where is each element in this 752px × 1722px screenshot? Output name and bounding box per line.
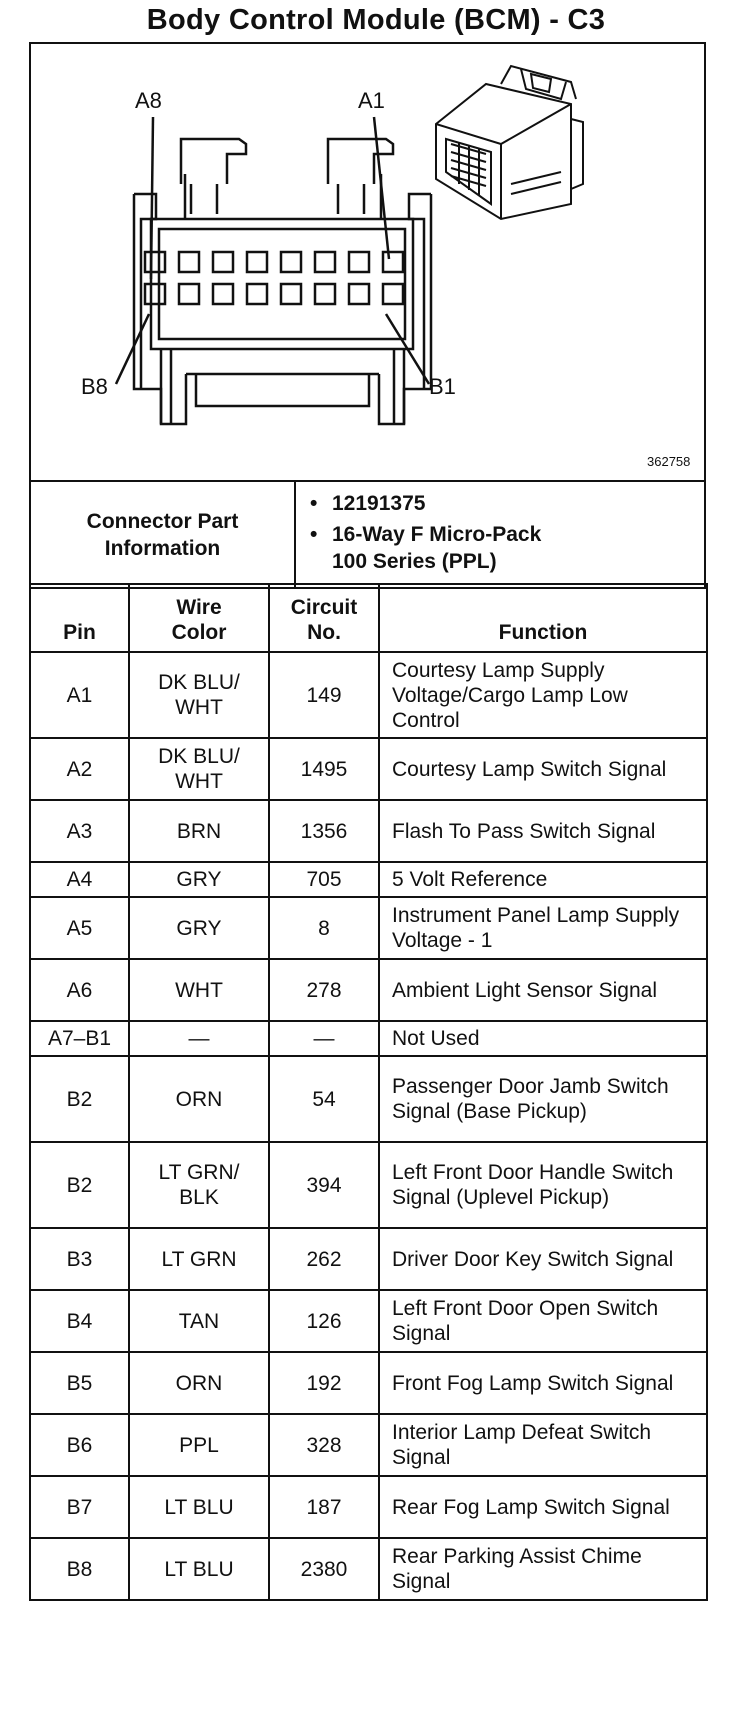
table-row [30, 897, 707, 959]
table-row [30, 738, 707, 800]
circuit-cell: 705 [269, 862, 379, 897]
function-cell: Instrument Panel Lamp Supply Voltage - 1 [379, 897, 707, 959]
circuit-cell: — [269, 1021, 379, 1056]
circuit-cell: 149 [269, 652, 379, 738]
table-row [30, 862, 707, 897]
table-row [30, 652, 707, 738]
wire-color-cell: ORN [129, 1352, 269, 1414]
pin-cavities [145, 252, 403, 304]
right-latch [328, 139, 393, 184]
pin-cell: B8 [30, 1538, 129, 1600]
function-cell: Left Front Door Open Switch Signal [379, 1290, 707, 1352]
page-title: Body Control Module (BCM) - C3 [146, 4, 606, 36]
wire-color-cell: GRY [129, 897, 269, 959]
pin-cell: A2 [30, 738, 129, 800]
bottom-skirt [161, 349, 404, 424]
circuit-cell: 1356 [269, 800, 379, 862]
right-flange [404, 194, 431, 424]
pin-cell: A4 [30, 862, 129, 897]
function-cell: Passenger Door Jamb Switch Signal (Base Pickup) [379, 1056, 707, 1142]
wire-color-cell: GRY [129, 862, 269, 897]
function-cell: Courtesy Lamp Switch Signal [379, 738, 707, 800]
pin-cell: A7–B1 [30, 1021, 129, 1056]
label-a1: A1 [358, 88, 385, 113]
connector-info-table [29, 480, 706, 589]
table-row [30, 1352, 707, 1414]
pin-cell: B5 [30, 1352, 129, 1414]
wire-color-cell: LT BLU [129, 1476, 269, 1538]
wire-color-cell: TAN [129, 1290, 269, 1352]
header-circuit: Circuit No. [269, 584, 379, 652]
pin-cell: A1 [30, 652, 129, 738]
pin-cell: A5 [30, 897, 129, 959]
left-latch [181, 139, 246, 184]
wire-color-cell: PPL [129, 1414, 269, 1476]
left-flange [134, 194, 161, 424]
circuit-cell: 126 [269, 1290, 379, 1352]
table-row [30, 1228, 707, 1290]
wire-color-cell: LT GRN [129, 1228, 269, 1290]
circuit-cell: 394 [269, 1142, 379, 1228]
wire-color-cell: BRN [129, 800, 269, 862]
latch-posts [191, 184, 364, 214]
connector-isometric-view [436, 66, 583, 219]
circuit-cell: 1495 [269, 738, 379, 800]
circuit-cell: 328 [269, 1414, 379, 1476]
label-b1: B1 [429, 374, 456, 399]
circuit-cell: 262 [269, 1228, 379, 1290]
table-row [30, 1021, 707, 1056]
pin-cell: A3 [30, 800, 129, 862]
header-function: Function [379, 584, 707, 652]
wire-color-cell: WHT [129, 959, 269, 1021]
circuit-cell: 2380 [269, 1538, 379, 1600]
wire-color-cell: LT BLU [129, 1538, 269, 1600]
connector-info-header: Connector Part Information [30, 481, 295, 588]
function-cell: Courtesy Lamp Supply Voltage/Cargo Lamp Low Control [379, 652, 707, 738]
circuit-cell: 54 [269, 1056, 379, 1142]
connector-description: 16-Way F Micro-Pack 100 Series (PPL) [332, 523, 542, 573]
pin-cell: A6 [30, 959, 129, 1021]
table-row [30, 1290, 707, 1352]
table-row [30, 959, 707, 1021]
function-cell: Left Front Door Handle Switch Signal (Uplevel Pickup) [379, 1142, 707, 1228]
function-cell: Front Fog Lamp Switch Signal [379, 1352, 707, 1414]
header-wire-color: Wire Color [129, 584, 269, 652]
function-cell: Not Used [379, 1021, 707, 1056]
circuit-cell: 192 [269, 1352, 379, 1414]
label-b8: B8 [81, 374, 108, 399]
function-cell: Rear Fog Lamp Switch Signal [379, 1476, 707, 1538]
function-cell: Ambient Light Sensor Signal [379, 959, 707, 1021]
wire-color-cell: — [129, 1021, 269, 1056]
function-cell: 5 Volt Reference [379, 862, 707, 897]
table-row [30, 800, 707, 862]
header-pin: Pin [30, 584, 129, 652]
table-row [30, 1538, 707, 1600]
pin-cell: B4 [30, 1290, 129, 1352]
function-cell: Driver Door Key Switch Signal [379, 1228, 707, 1290]
connector-info-values: • 12191375 • 16-Way F Micro-Pack 100 Series (PPL) [295, 481, 705, 588]
wire-color-cell: ORN [129, 1056, 269, 1142]
pin-cell: B7 [30, 1476, 129, 1538]
wire-color-cell: DK BLU/ WHT [129, 738, 269, 800]
figure-number: 362758 [647, 454, 691, 469]
function-cell: Interior Lamp Defeat Switch Signal [379, 1414, 707, 1476]
connector-diagram [29, 42, 706, 482]
wire-color-cell: LT GRN/ BLK [129, 1142, 269, 1228]
circuit-cell: 187 [269, 1476, 379, 1538]
function-cell: Flash To Pass Switch Signal [379, 800, 707, 862]
pin-cell: B2 [30, 1142, 129, 1228]
table-row [30, 1056, 707, 1142]
function-cell: Rear Parking Assist Chime Signal [379, 1538, 707, 1600]
part-number: 12191375 [332, 492, 426, 515]
pin-cell: B2 [30, 1056, 129, 1142]
wire-color-cell: DK BLU/ WHT [129, 652, 269, 738]
circuit-cell: 278 [269, 959, 379, 1021]
pin-cell: B6 [30, 1414, 129, 1476]
pin-table [29, 583, 708, 1601]
pin-cell: B3 [30, 1228, 129, 1290]
circuit-cell: 8 [269, 897, 379, 959]
a8-leader [151, 117, 153, 279]
bottom-key [186, 374, 379, 406]
b8-leader [116, 314, 149, 384]
table-row [30, 1414, 707, 1476]
table-row [30, 1142, 707, 1228]
table-row [30, 1476, 707, 1538]
label-a8: A8 [135, 88, 162, 113]
